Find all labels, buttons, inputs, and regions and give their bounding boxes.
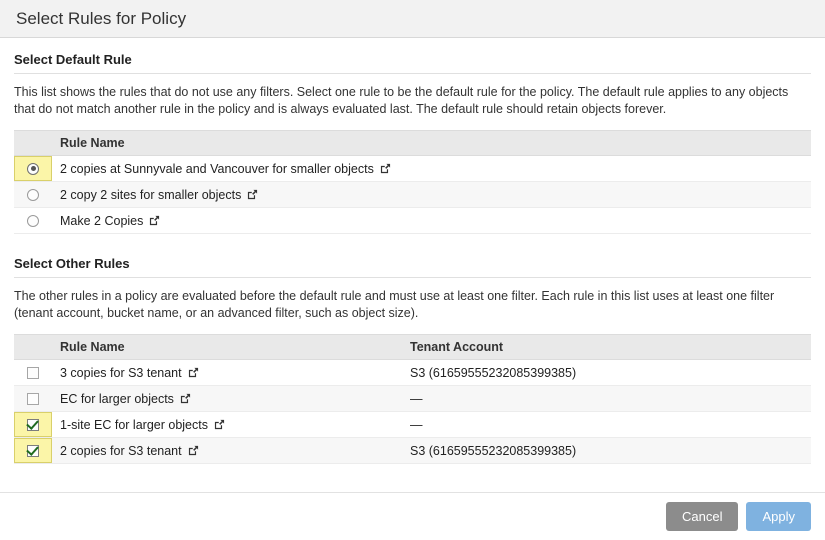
radio-wrapper: [14, 182, 52, 207]
page-title: Select Rules for Policy: [16, 8, 187, 28]
rule-name-label: 3 copies for S3 tenant: [60, 365, 182, 380]
other-rule-checkbox-cell[interactable]: [14, 438, 52, 464]
table-header-row: [14, 335, 811, 360]
dialog-header: [0, 0, 825, 38]
apply-button[interactable]: Apply: [746, 502, 811, 531]
other-rule-checkbox-cell[interactable]: [14, 386, 52, 412]
radio-highlight-wrapper: [14, 156, 52, 181]
default-rule-radio-cell[interactable]: [14, 208, 52, 234]
checkbox-other-rule-3[interactable]: [27, 445, 39, 457]
default-rule-section-heading: Select Default Rule: [14, 52, 811, 74]
other-rules-section-heading: Select Other Rules: [14, 256, 811, 278]
table-row[interactable]: [14, 360, 811, 386]
default-rule-name-cell: [52, 156, 811, 182]
external-link-icon[interactable]: [188, 445, 199, 456]
default-rule-radio-cell[interactable]: [14, 156, 52, 182]
radio-button-default-rule-2[interactable]: [27, 215, 39, 227]
table-header-row: [14, 131, 811, 156]
column-header-tenant-account: Tenant Account: [402, 335, 811, 360]
table-row[interactable]: [14, 156, 811, 182]
radio-button-default-rule-1[interactable]: [27, 189, 39, 201]
checkbox-highlight-wrapper: [14, 438, 52, 463]
table-row[interactable]: [14, 208, 811, 234]
radio-button-default-rule-0[interactable]: [27, 163, 39, 175]
tenant-account-cell: S3 (61659555232085399385): [402, 360, 811, 386]
dialog-footer: [0, 492, 825, 540]
rule-name-label: Make 2 Copies: [60, 213, 144, 228]
other-rule-name-cell: [52, 386, 402, 412]
default-rule-name-cell: [52, 182, 811, 208]
column-header-rule-name: Rule Name: [52, 131, 811, 156]
other-rule-name-cell: [52, 360, 402, 386]
external-link-icon[interactable]: [180, 393, 191, 404]
column-header-select: [14, 335, 52, 360]
checkbox-highlight-wrapper: [14, 412, 52, 437]
external-link-icon[interactable]: [380, 163, 391, 174]
checkbox-other-rule-2[interactable]: [27, 419, 39, 431]
other-rule-name-cell: [52, 438, 402, 464]
table-row[interactable]: [14, 182, 811, 208]
default-rule-section-description: This list shows the rules that do not use any filters. Select one rule to be the default rule for the policy. The default rule applies to any objects that do not match another rule in the policy and is always evaluated last. The default rule should retain objects forever.: [14, 85, 789, 116]
rule-name-label: 1-site EC for larger objects: [60, 417, 208, 432]
rule-name-label: 2 copies at Sunnyvale and Vancouver for smaller objects: [60, 161, 374, 176]
other-rules-section-description: The other rules in a policy are evaluated before the default rule and must use at least one filter. Each rule in this list uses at least one filter (tenant account, bucket name, or an advanced filter, such as object size).: [14, 289, 775, 320]
rule-name-label: 2 copies for S3 tenant: [60, 443, 182, 458]
table-row[interactable]: [14, 438, 811, 464]
radio-wrapper: [14, 208, 52, 233]
checkbox-wrapper: [14, 360, 52, 385]
other-rule-name-cell: [52, 412, 402, 438]
table-row[interactable]: [14, 386, 811, 412]
default-rules-table: [14, 130, 811, 234]
tenant-account-cell: —: [402, 386, 811, 412]
rule-name-label: EC for larger objects: [60, 391, 174, 406]
rule-name-label: 2 copy 2 sites for smaller objects: [60, 187, 242, 202]
checkbox-wrapper: [14, 386, 52, 411]
column-header-rule-name: Rule Name: [52, 335, 402, 360]
column-header-select: [14, 131, 52, 156]
external-link-icon[interactable]: [247, 189, 258, 200]
tenant-account-cell: S3 (61659555232085399385): [402, 438, 811, 464]
cancel-button[interactable]: Cancel: [666, 502, 738, 531]
other-rules-table: [14, 334, 811, 464]
external-link-icon[interactable]: [188, 367, 199, 378]
default-rule-name-cell: [52, 208, 811, 234]
checkbox-other-rule-1[interactable]: [27, 393, 39, 405]
other-rule-checkbox-cell[interactable]: [14, 360, 52, 386]
tenant-account-cell: —: [402, 412, 811, 438]
external-link-icon[interactable]: [149, 215, 160, 226]
checkbox-other-rule-0[interactable]: [27, 367, 39, 379]
dialog-body: [0, 38, 825, 492]
other-rule-checkbox-cell[interactable]: [14, 412, 52, 438]
external-link-icon[interactable]: [214, 419, 225, 430]
table-row[interactable]: [14, 412, 811, 438]
default-rule-radio-cell[interactable]: [14, 182, 52, 208]
